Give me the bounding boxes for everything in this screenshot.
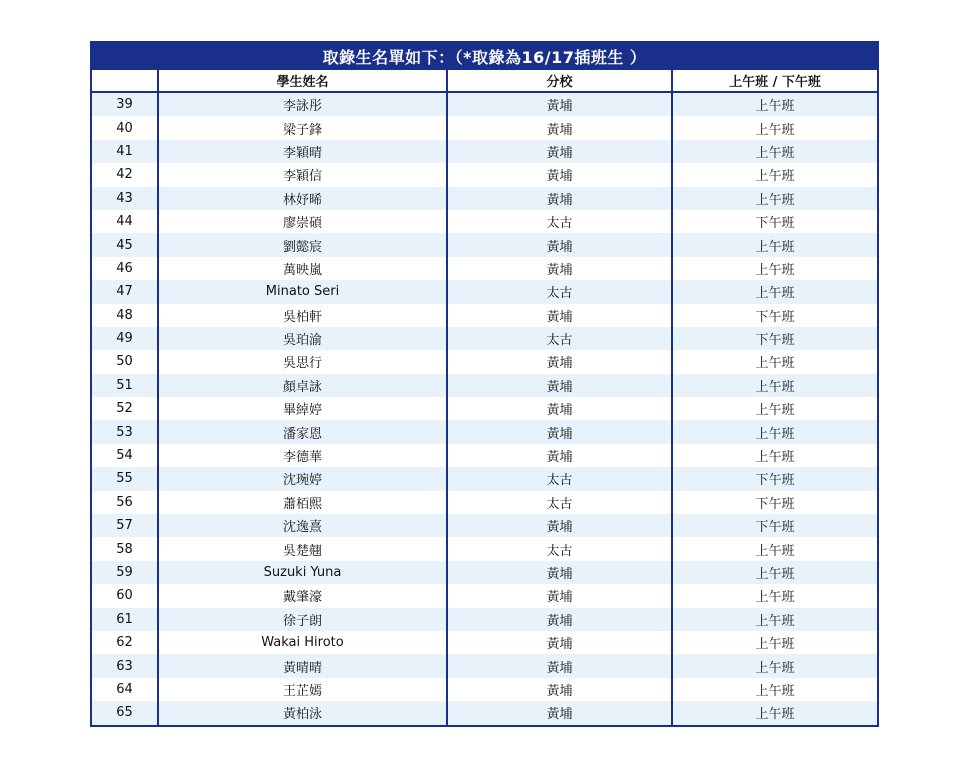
- cell-student-name: 廖崇碩: [158, 210, 447, 233]
- table-row: [91, 631, 878, 654]
- cell-number: 43: [91, 187, 158, 210]
- table-row: [91, 420, 878, 443]
- table-title-row: [91, 42, 878, 70]
- cell-student-name: 黃晴晴: [158, 654, 447, 677]
- cell-student-name: 吳珀渝: [158, 327, 447, 350]
- cell-student-name: Suzuki Yuna: [158, 561, 447, 584]
- cell-student-name: 沈逸熹: [158, 514, 447, 537]
- cell-session: 上午班: [672, 163, 878, 186]
- cell-student-name: Minato Seri: [158, 280, 447, 303]
- cell-number: 64: [91, 678, 158, 701]
- cell-session: 上午班: [672, 233, 878, 256]
- table-row: [91, 491, 878, 514]
- cell-session: 上午班: [672, 701, 878, 725]
- cell-branch: 黃埔: [447, 233, 672, 256]
- cell-number: 60: [91, 584, 158, 607]
- cell-number: 39: [91, 92, 158, 116]
- table-row: [91, 467, 878, 490]
- cell-session: 上午班: [672, 631, 878, 654]
- cell-session: 上午班: [672, 678, 878, 701]
- cell-student-name: 戴肇濠: [158, 584, 447, 607]
- cell-number: 48: [91, 304, 158, 327]
- cell-student-name: 吳思行: [158, 350, 447, 373]
- cell-student-name: 萬映嵐: [158, 257, 447, 280]
- cell-branch: 黃埔: [447, 514, 672, 537]
- cell-session: 上午班: [672, 187, 878, 210]
- cell-student-name: 畢綽婷: [158, 397, 447, 420]
- cell-number: 51: [91, 374, 158, 397]
- cell-branch: 黃埔: [447, 116, 672, 139]
- table-row: [91, 701, 878, 725]
- cell-branch: 太古: [447, 467, 672, 490]
- cell-session: 上午班: [672, 397, 878, 420]
- table-row: [91, 257, 878, 280]
- cell-session: 下午班: [672, 514, 878, 537]
- cell-number: 62: [91, 631, 158, 654]
- cell-branch: 太古: [447, 210, 672, 233]
- cell-branch: 黃埔: [447, 654, 672, 677]
- cell-number: 58: [91, 537, 158, 560]
- cell-student-name: 黃柏泳: [158, 701, 447, 725]
- cell-student-name: 徐子朗: [158, 608, 447, 631]
- table-row: [91, 561, 878, 584]
- cell-number: 42: [91, 163, 158, 186]
- cell-branch: 黃埔: [447, 420, 672, 443]
- cell-session: 上午班: [672, 280, 878, 303]
- cell-student-name: 王芷嫣: [158, 678, 447, 701]
- cell-number: 54: [91, 444, 158, 467]
- table-row: [91, 537, 878, 560]
- table-row: [91, 608, 878, 631]
- table-row: [91, 304, 878, 327]
- cell-session: 上午班: [672, 374, 878, 397]
- cell-session: 下午班: [672, 304, 878, 327]
- cell-session: 下午班: [672, 467, 878, 490]
- table-row: [91, 584, 878, 607]
- cell-session: 下午班: [672, 210, 878, 233]
- table-row: [91, 350, 878, 373]
- cell-number: 61: [91, 608, 158, 631]
- cell-student-name: 李穎晴: [158, 140, 447, 163]
- cell-number: 47: [91, 280, 158, 303]
- table-row: [91, 163, 878, 186]
- cell-session: 上午班: [672, 608, 878, 631]
- cell-branch: 黃埔: [447, 187, 672, 210]
- cell-session: 上午班: [672, 561, 878, 584]
- cell-number: 41: [91, 140, 158, 163]
- header-branch: 分校: [447, 70, 672, 92]
- cell-number: 46: [91, 257, 158, 280]
- cell-number: 63: [91, 654, 158, 677]
- cell-student-name: 劉懿宸: [158, 233, 447, 256]
- cell-student-name: 李德華: [158, 444, 447, 467]
- cell-session: 上午班: [672, 140, 878, 163]
- cell-session: 上午班: [672, 420, 878, 443]
- cell-number: 59: [91, 561, 158, 584]
- table-row: [91, 327, 878, 350]
- table-title: 取錄生名單如下：（*取錄為16/17插班生 ）: [91, 42, 878, 70]
- cell-student-name: 潘家恩: [158, 420, 447, 443]
- table-row: [91, 514, 878, 537]
- cell-branch: 黃埔: [447, 701, 672, 725]
- cell-branch: 黃埔: [447, 140, 672, 163]
- table-header-row: [91, 70, 878, 92]
- table-row: [91, 187, 878, 210]
- cell-student-name: 沈琬婷: [158, 467, 447, 490]
- cell-branch: 太古: [447, 537, 672, 560]
- cell-session: 上午班: [672, 654, 878, 677]
- table-row: [91, 116, 878, 139]
- table-row: [91, 678, 878, 701]
- cell-student-name: 李穎信: [158, 163, 447, 186]
- cell-branch: 黃埔: [447, 257, 672, 280]
- cell-branch: 黃埔: [447, 631, 672, 654]
- cell-session: 下午班: [672, 327, 878, 350]
- cell-branch: 黃埔: [447, 397, 672, 420]
- cell-session: 上午班: [672, 257, 878, 280]
- cell-branch: 黃埔: [447, 304, 672, 327]
- cell-branch: 黃埔: [447, 561, 672, 584]
- cell-branch: 黃埔: [447, 92, 672, 116]
- table-row: [91, 233, 878, 256]
- cell-branch: 太古: [447, 491, 672, 514]
- cell-number: 56: [91, 491, 158, 514]
- cell-student-name: 顏卓詠: [158, 374, 447, 397]
- cell-session: 上午班: [672, 584, 878, 607]
- cell-session: 上午班: [672, 92, 878, 116]
- cell-student-name: 吳柏軒: [158, 304, 447, 327]
- cell-number: 49: [91, 327, 158, 350]
- cell-session: 上午班: [672, 350, 878, 373]
- cell-student-name: 蕭栢熙: [158, 491, 447, 514]
- cell-session: 上午班: [672, 537, 878, 560]
- admission-table: [90, 41, 879, 727]
- cell-student-name: 梁子鋒: [158, 116, 447, 139]
- cell-session: 上午班: [672, 444, 878, 467]
- cell-number: 50: [91, 350, 158, 373]
- cell-number: 57: [91, 514, 158, 537]
- table-row: [91, 397, 878, 420]
- cell-branch: 黃埔: [447, 608, 672, 631]
- header-student-name: 學生姓名: [158, 70, 447, 92]
- cell-number: 44: [91, 210, 158, 233]
- cell-session: 下午班: [672, 491, 878, 514]
- cell-number: 65: [91, 701, 158, 725]
- table-row: [91, 374, 878, 397]
- table-row: [91, 210, 878, 233]
- table-row: [91, 280, 878, 303]
- cell-branch: 太古: [447, 280, 672, 303]
- cell-branch: 黃埔: [447, 163, 672, 186]
- cell-branch: 黃埔: [447, 584, 672, 607]
- header-number: [91, 70, 158, 92]
- table-body: [91, 92, 878, 726]
- cell-number: 40: [91, 116, 158, 139]
- cell-branch: 太古: [447, 327, 672, 350]
- admission-sheet: [90, 41, 877, 727]
- table-row: [91, 140, 878, 163]
- cell-branch: 黃埔: [447, 444, 672, 467]
- cell-branch: 黃埔: [447, 678, 672, 701]
- cell-number: 55: [91, 467, 158, 490]
- header-session: 上午班 / 下午班: [672, 70, 878, 92]
- cell-branch: 黃埔: [447, 374, 672, 397]
- table-row: [91, 654, 878, 677]
- cell-student-name: 林妤晞: [158, 187, 447, 210]
- cell-student-name: 吳楚翹: [158, 537, 447, 560]
- cell-student-name: Wakai Hiroto: [158, 631, 447, 654]
- cell-session: 上午班: [672, 116, 878, 139]
- table-row: [91, 444, 878, 467]
- table-row: [91, 92, 878, 116]
- cell-branch: 黃埔: [447, 350, 672, 373]
- cell-number: 53: [91, 420, 158, 443]
- cell-number: 45: [91, 233, 158, 256]
- cell-number: 52: [91, 397, 158, 420]
- cell-student-name: 李詠彤: [158, 92, 447, 116]
